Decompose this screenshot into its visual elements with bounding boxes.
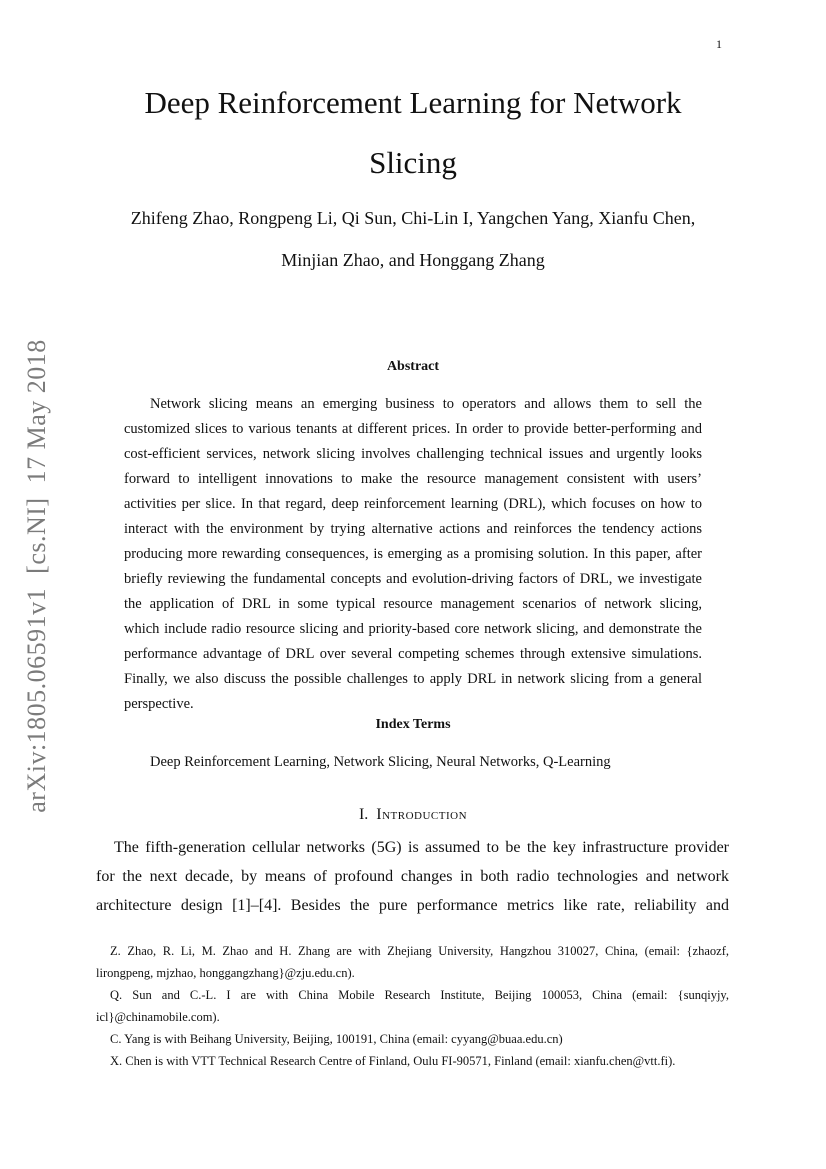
- abstract-text: Network slicing means an emerging business to operators and allows them to sell the customized slices to various tenants at different prices. In order to provide better-performing and cost-efficient services, network slicing involves challenging technical issues and urgently looks forward to intelligent innovations to make the resource management consistent with users’ activities per slice. In that regard, deep reinforcement learning (DRL), which focuses on how to interact with the environment by trying alternative actions and reinforces the tendency actions producing more rewarding consequences, is emerging as a promising solution. In this paper, after briefly reviewing the fundamental concepts and evolution-driving factors of DRL, we investigate the application of DRL in some typical resource management scenarios of network slicing, which include radio resource slicing and priority-based core network slicing, and demonstrate the performance advantage of DRL over several competing schemes through extensive simulations. Finally, we also discuss the possible challenges to apply DRL in network slicing from a general perspective.: [124, 396, 702, 712]
- footnote-affiliation-vtt: X. Chen is with VTT Technical Research Centre of Finland, Oulu FI-90571, Finland (email: xianfu.chen@vtt.fi).: [110, 1054, 676, 1068]
- paper-title-line1: Deep Reinforcement Learning for Network: [144, 85, 682, 120]
- abstract-heading: Abstract: [386, 359, 440, 374]
- footnote-affiliation-beihang: C. Yang is with Beihang University, Beijing, 100191, China (email: cyyang@buaa.edu.cn): [110, 1032, 563, 1046]
- index-terms-heading: Index Terms: [375, 717, 451, 732]
- author-list-line1: Zhifeng Zhao, Rongpeng Li, Qi Sun, Chi-Lin I, Yangchen Yang, Xianfu Chen,: [130, 208, 696, 228]
- footnote-affiliation-zhejiang: Z. Zhao, R. Li, M. Zhao and H. Zhang are with Zhejiang University, Hangzhou 310027, China, (email: {zhaozf, lirongpeng, mjzhao, honggangzhang}@zju.edu.cn).: [96, 944, 729, 980]
- arxiv-watermark: arXiv:1805.06591v1 [cs.NI] 17 May 2018: [22, 339, 51, 813]
- section-heading-introduction: [0, 804, 826, 826]
- paper-title: [0, 73, 826, 193]
- page-number: 1: [716, 37, 722, 51]
- author-list: [0, 197, 826, 281]
- introduction-paragraph: The fifth-generation cellular networks (5G) is assumed to be the key infrastructure provider for the next decade, by means of profound changes in both radio technologies and network architecture design [1]–[4]. Besides the pure performance metrics like rate, reliability and: [96, 839, 729, 914]
- section-title: Introduction: [376, 806, 468, 823]
- footnote-affiliation-chinamobile: Q. Sun and C.-L. I are with China Mobile Research Institute, Beijing 100053, China (email: {sunqiyjy, icl}@chinamobile.com).: [96, 988, 729, 1024]
- section-numeral: I.: [358, 806, 369, 823]
- author-footnotes: [96, 940, 729, 1072]
- author-list-line2: Minjian Zhao, and Honggang Zhang: [281, 250, 545, 270]
- paper-title-line2: Slicing: [369, 145, 457, 180]
- index-terms-text: Deep Reinforcement Learning, Network Slicing, Neural Networks, Q-Learning: [150, 754, 611, 770]
